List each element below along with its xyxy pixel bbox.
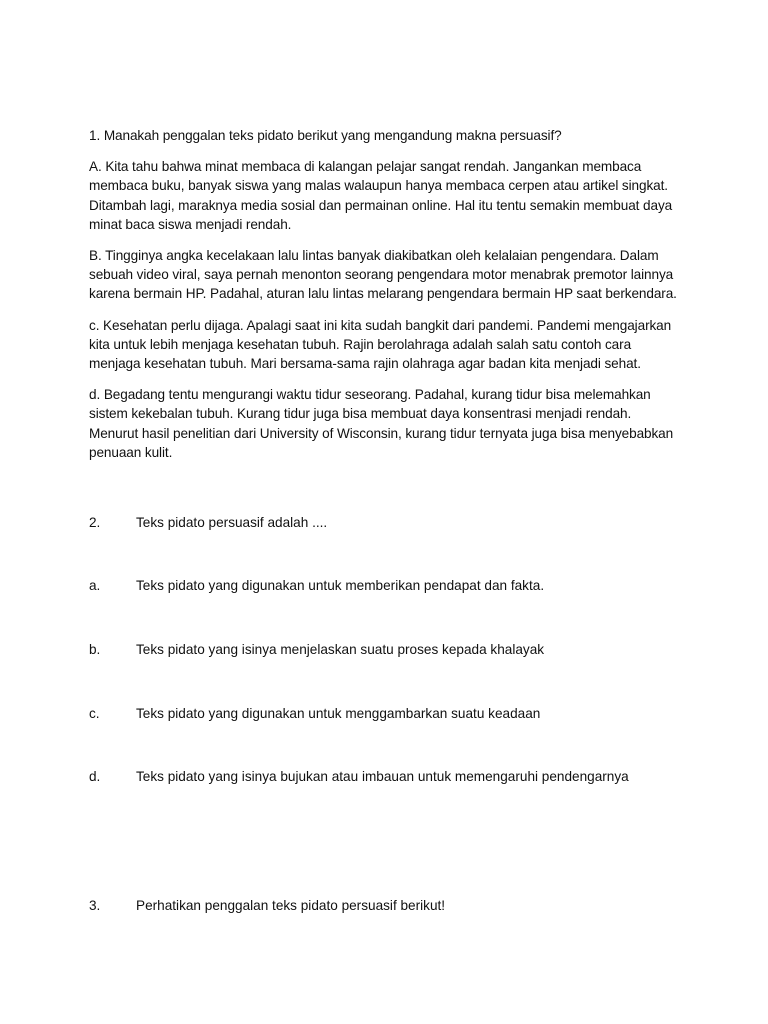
question-1-option-b: B. Tingginya angka kecelakaan lalu lintas banyak diakibatkan oleh kelalaian pengendara. Dalam sebuah video viral, saya pernah menonton seorang pengendara motor menabrak premotor lainnya karena bermain HP. Padahal, aturan lalu lintas melarang pengendara bermain HP saat berkendara. [89,248,677,302]
question-1-block [89,126,679,474]
question-2-number: 2. [89,515,101,530]
option-text: Teks pidato yang isinya menjelaskan suatu proses kepada khalayak [136,642,545,657]
option-text: Teks pidato yang isinya bujukan atau imbauan untuk memengaruhi pendengarnya [136,769,629,784]
question-1-option-d: d. Begadang tentu mengurangi waktu tidur seseorang. Padahal, kurang tidur bisa melemahkan sistem kekebalan tubuh. Kurang tidur juga bisa membuat daya konsentrasi menjadi rendah. Menurut hasil penelitian dari University of Wisconsin, kurang tidur ternyata juga bisa menyebabkan penuaan kulit. [89,387,674,460]
option-text: Teks pidato yang digunakan untuk menggambarkan suatu keadaan [136,706,541,721]
question-2-prompt: Teks pidato persuasif adalah .... [136,515,328,530]
option-letter: b. [89,642,101,657]
option-letter: d. [89,769,101,784]
question-3-prompt: Perhatikan penggalan teks pidato persuasif berikut! [136,898,446,913]
question-1-option-a: A. Kita tahu bahwa minat membaca di kalangan pelajar sangat rendah. Jangankan membaca membaca buku, banyak siswa yang malas walaupun hanya membaca cerpen atau artikel singkat. Ditambah lagi, maraknya media sosial dan permainan online. Hal itu tentu semakin membuat daya minat baca siswa menjadi rendah. [89,159,673,232]
option-letter: a. [89,578,101,593]
question-1-option-c: c. Kesehatan perlu dijaga. Apalagi saat ini kita sudah bangkit dari pandemi. Pandemi mengajarkan kita untuk lebih menjaga kesehatan tubuh. Rajin berolahraga adalah salah satu contoh cara menjaga kesehatan tubuh. Mari bersama-sama rajin olahraga agar badan kita menjadi sehat. [89,317,672,372]
question-3-number: 3. [89,898,101,913]
option-letter: c. [89,706,100,721]
option-text: Teks pidato yang digunakan untuk memberikan pendapat dan fakta. [136,578,545,593]
question-1-prompt: 1. Manakah penggalan teks pidato berikut yang mengandung makna persuasif? [89,128,562,143]
